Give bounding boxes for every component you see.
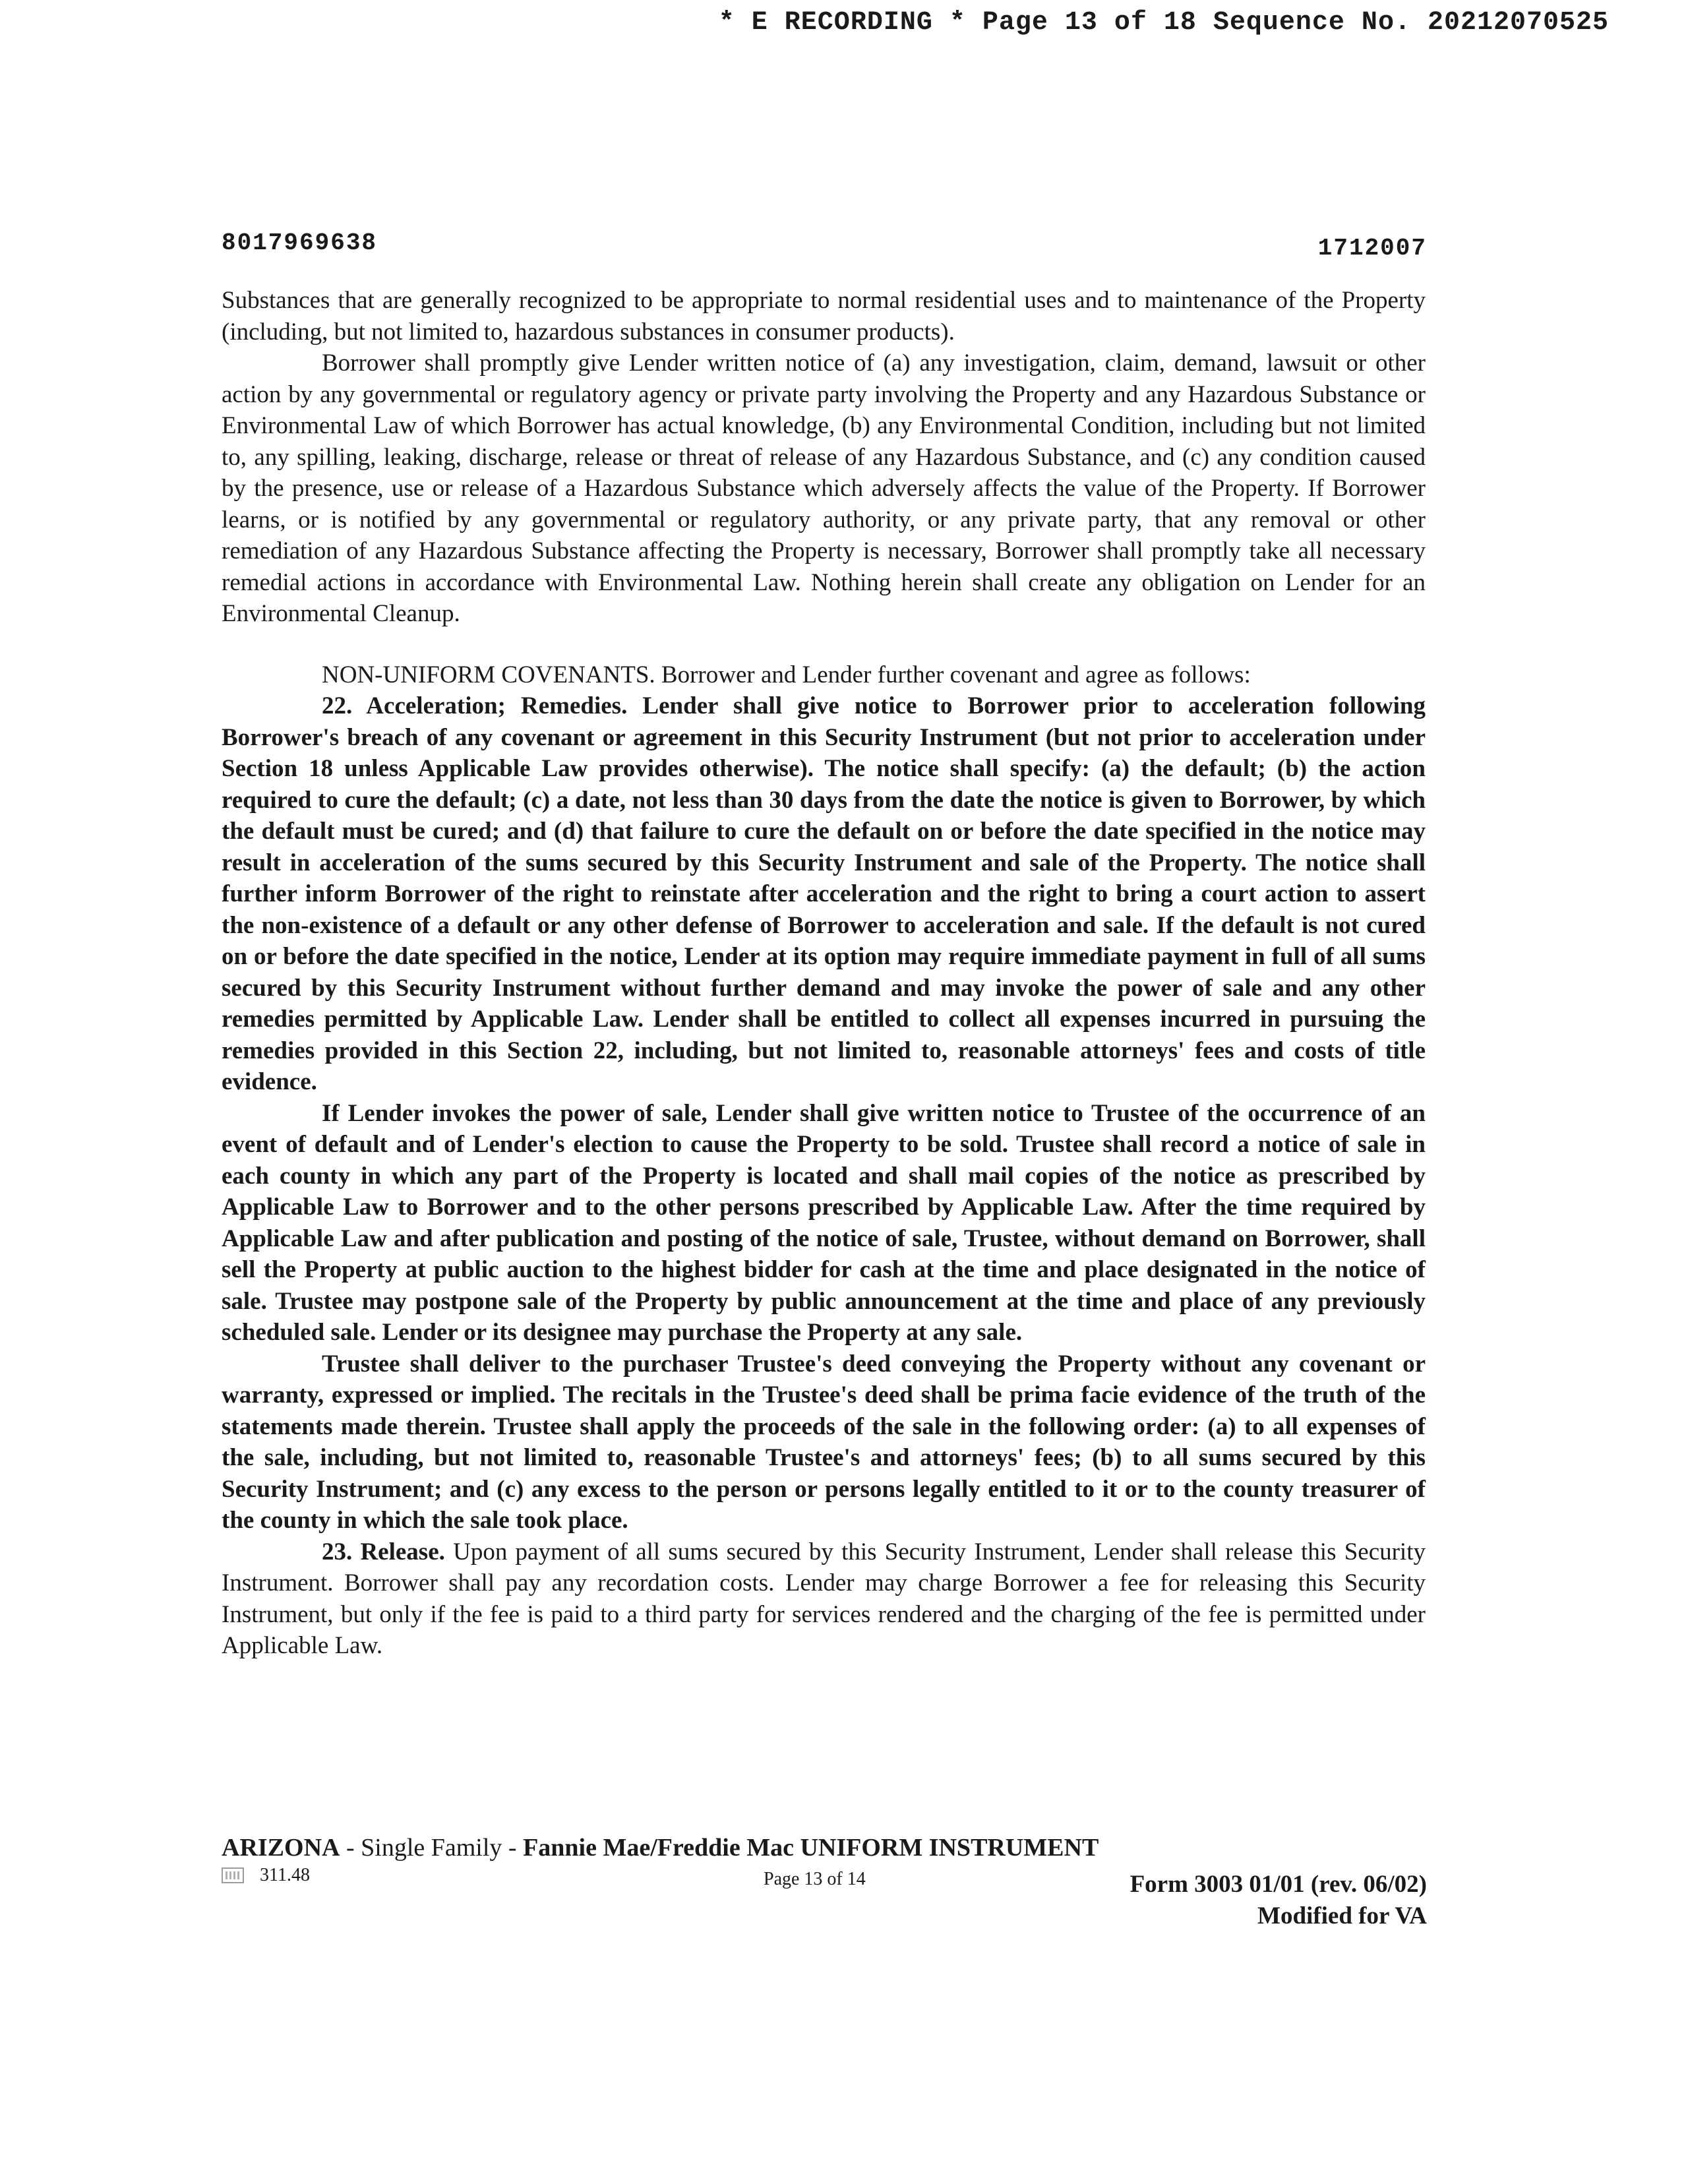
paragraph-borrower-notice: Borrower shall promptly give Lender written notice of (a) any investigation, claim, demand, lawsuit or other action by any governmental or regulatory agency or private party involving the Property and any Hazardous Substance or Environmental Law of which Borrower has actual knowledge, (b) any Environmental Condition, including but not limited to, any spilling, leaking, discharge, release or threat of release of any Hazardous Substance, and (c) any condition caused by the presence, use or release of a Hazardous Substance which adversely affects the value of the Property. If Borrower learns, or is notified by any governmental or regulatory authority, or any private party, that any removal or other remediation of any Hazardous Substance affecting the Property is necessary, Borrower shall promptly take all necessary remedial actions in accordance with Environmental Law. Nothing herein shall create any obligation on Lender for an Environmental Cleanup. bbox=[222, 349, 1426, 627]
loan-number: 8017969638 bbox=[222, 229, 378, 257]
paragraph-release bbox=[222, 1536, 1426, 1662]
paragraph-non-uniform-covenants: NON-UNIFORM COVENANTS. Borrower and Lender further covenant and agree as follows: bbox=[322, 661, 1251, 688]
footer-modified-note: Modified for VA bbox=[1257, 1902, 1427, 1929]
paragraph-power-of-sale: If Lender invokes the power of sale, Lender shall give written notice to Trustee of the occurrence of an event of default and of Lender's election to cause the Property to be sold. Trustee shall record a notice of sale in each county in which any part of the Property is located and shall mail copies of the notice as prescribed by Applicable Law to Borrower and to the other persons prescribed by Applicable Law. After the time required by Applicable Law and after publication and posting of the notice of sale, Trustee, without demand on Borrower, shall sell the Property at public auction to the highest bidder for cash at the time and place designated in the notice of sale. Trustee may postpone sale of the Property by public announcement at the time and place of any previously scheduled sale. Lender or its designee may purchase the Property at any sale. bbox=[222, 1099, 1426, 1346]
release-heading: 23. Release. bbox=[322, 1538, 445, 1565]
footer-form-id-number: 311.48 bbox=[260, 1865, 310, 1885]
footer-form-id bbox=[222, 1865, 310, 1886]
release-body: Upon payment of all sums secured by this Security Instrument, Lender shall release this Security Instrument. Borrower shall pay any recordation costs. Lender may charge Borrower a fee for releasing this Security Instrument, but only if the fee is paid to a third party for services rendered and the charging of the fee is permitted under Applicable Law. bbox=[222, 1538, 1426, 1659]
footer-form-number-block bbox=[1130, 1869, 1427, 1932]
document-body bbox=[222, 285, 1426, 1662]
form-logo-icon bbox=[222, 1867, 244, 1883]
paragraph-acceleration-remedies: 22. Acceleration; Remedies. Lender shall give notice to Borrower prior to acceleration following Borrower's breach of any covenant or agreement in this Security Instrument (but not prior to acceleration under Section 18 unless Applicable Law provides otherwise). The notice shall specify: (a) the default; (b) the action required to cure the default; (c) a date, not less than 30 days from the date the notice is given to Borrower, by which the default must be cured; and (d) that failure to cure the default on or before the date specified in the notice may result in acceleration of the sums secured by this Security Instrument and sale of the Property. The notice shall further inform Borrower of the right to reinstate after acceleration and the right to bring a court action to assert the non-existence of a default or any other defense of Borrower to acceleration and sale. If the default is not cured on or before the date specified in the notice, Lender at its option may require immediate payment in full of all sums secured by this Security Instrument without further demand and may invoke the power of sale and any other remedies permitted by Applicable Law. Lender shall be entitled to collect all expenses incurred in pursuing the remedies provided in this Section 22, including, but not limited to, reasonable attorneys' fees and costs of title evidence. bbox=[222, 692, 1426, 1095]
recording-header: * E RECORDING * Page 13 of 18 Sequence No. 20212070525 bbox=[718, 8, 1609, 38]
footer-state: ARIZONA bbox=[222, 1834, 340, 1862]
document-number: 1712007 bbox=[1317, 235, 1427, 262]
footer-separator: - Single Family - bbox=[340, 1834, 524, 1862]
footer-page-number: Page 13 of 14 bbox=[764, 1869, 866, 1889]
paragraph-substances: Substances that are generally recognized to be appropriate to normal residential uses and to maintenance of the Property (including, but not limited to, hazardous substances in consumer products). bbox=[222, 287, 1426, 346]
footer-instrument: Fannie Mae/Freddie Mac UNIFORM INSTRUMENT bbox=[523, 1834, 1099, 1862]
footer-instrument-line bbox=[222, 1833, 1099, 1862]
footer-form-number: Form 3003 01/01 (rev. 06/02) bbox=[1130, 1871, 1427, 1898]
paragraph-trustee-deed: Trustee shall deliver to the purchaser Trustee's deed conveying the Property without any covenant or warranty, expressed or implied. The recitals in the Trustee's deed shall be prima facie evidence of the truth of the statements made therein. Trustee shall apply the proceeds of the sale in the following order: (a) to all expenses of the sale, including, but not limited to, reasonable Trustee's and attorneys' fees; (b) to all sums secured by this Security Instrument; and (c) any excess to the person or persons legally entitled to it or to the county treasurer of the county in which the sale took place. bbox=[222, 1350, 1426, 1534]
